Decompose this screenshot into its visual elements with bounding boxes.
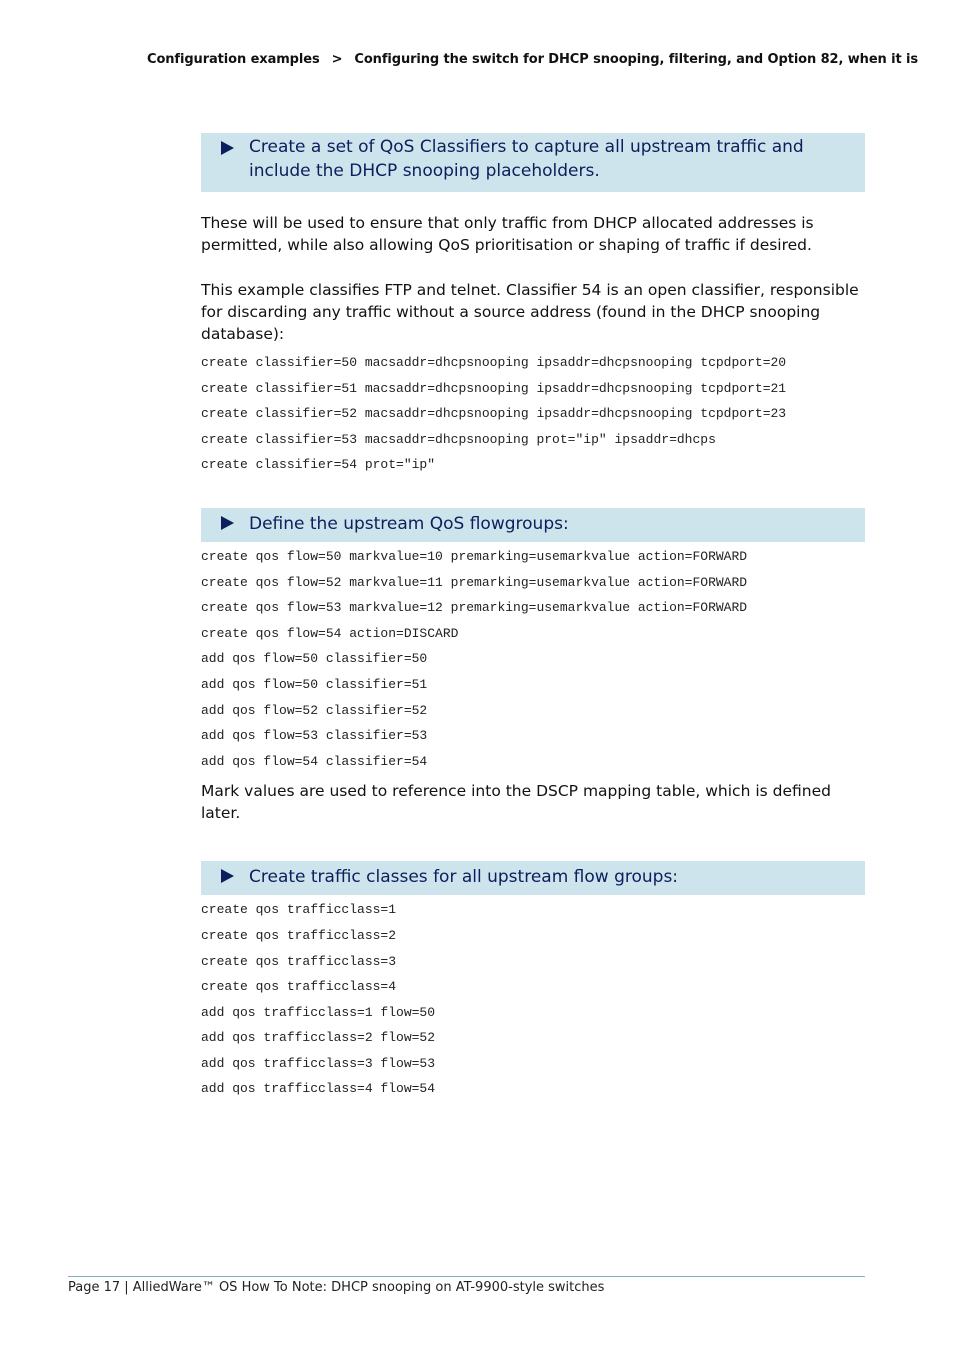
breadcrumb-section: Configuration examples — [147, 52, 320, 67]
footer-divider — [68, 1276, 865, 1277]
code-line: create qos flow=52 markvalue=11 premarking=usemarkvalue action=FORWARD — [201, 574, 748, 590]
step-arrow-icon — [221, 869, 234, 883]
code-line: create qos trafficclass=1 — [201, 902, 397, 918]
step-arrow-icon — [221, 516, 234, 530]
code-block-flowgroups — [201, 544, 865, 774]
code-line: add qos flow=52 classifier=52 — [201, 702, 428, 718]
code-line: create classifier=50 macsaddr=dhcpsnooping ipsaddr=dhcpsnooping tcpdport=20 — [201, 355, 787, 370]
code-line: add qos trafficclass=2 flow=52 — [201, 1030, 436, 1046]
code-line: create qos trafficclass=2 — [201, 927, 397, 943]
breadcrumb-subsection: Configuring the switch for DHCP snooping, filtering, and Option 82, when it is — [354, 52, 919, 67]
code-line: add qos trafficclass=1 flow=50 — [201, 1004, 436, 1020]
page-footer: Page 17 | AlliedWare™ OS How To Note: DHCP snooping on AT-9900-style switches — [68, 1280, 605, 1295]
code-line: create qos flow=54 action=DISCARD — [201, 625, 459, 641]
step-title: Create traffic classes for all upstream flow groups: — [249, 867, 679, 888]
code-block-classifiers — [201, 350, 865, 478]
paragraph-purpose: These will be used to ensure that only traffic from DHCP allocated addresses is permitted, while also allowing QoS prioritisation or shaping of traffic if desired. — [201, 214, 814, 254]
step-title: Create a set of QoS Classifiers to capture all upstream traffic and include the DHCP snooping placeholders. — [249, 137, 804, 181]
code-block-traffic-classes — [201, 897, 865, 1102]
code-line: create qos trafficclass=4 — [201, 979, 397, 995]
step-classifiers — [201, 133, 865, 192]
code-line: add qos flow=50 classifier=51 — [201, 676, 428, 692]
code-line: add qos trafficclass=4 flow=54 — [201, 1081, 436, 1097]
page-content — [201, 133, 865, 1102]
breadcrumb — [147, 52, 919, 67]
code-line: add qos flow=54 classifier=54 — [201, 753, 428, 769]
code-line: create qos flow=53 markvalue=12 premarking=usemarkvalue action=FORWARD — [201, 600, 748, 616]
code-line: add qos flow=53 classifier=53 — [201, 728, 428, 744]
step-arrow-icon — [221, 141, 234, 155]
paragraph-example: This example classifies FTP and telnet. Classifier 54 is an open classifier, responsible for discarding any traffic without a source address (found in the DHCP snooping database): — [201, 281, 859, 343]
code-line: add qos flow=50 classifier=50 — [201, 651, 428, 667]
code-line: create classifier=53 macsaddr=dhcpsnooping prot="ip" ipsaddr=dhcps — [201, 431, 716, 447]
breadcrumb-separator: > — [331, 52, 343, 67]
code-line: create qos flow=50 markvalue=10 premarking=usemarkvalue action=FORWARD — [201, 548, 748, 564]
code-line: create classifier=54 prot="ip" — [201, 457, 436, 473]
step-title: Define the upstream QoS flowgroups: — [249, 513, 569, 534]
code-line: create classifier=52 macsaddr=dhcpsnooping ipsaddr=dhcpsnooping tcpdport=23 — [201, 406, 787, 422]
step-traffic-classes — [201, 861, 865, 895]
code-line: create qos trafficclass=3 — [201, 953, 397, 969]
paragraph-mark-values: Mark values are used to reference into the DSCP mapping table, which is defined later. — [201, 782, 831, 823]
code-line: create classifier=51 macsaddr=dhcpsnooping ipsaddr=dhcpsnooping tcpdport=21 — [201, 380, 787, 396]
step-flowgroups — [201, 508, 865, 542]
code-line: add qos trafficclass=3 flow=53 — [201, 1055, 436, 1071]
